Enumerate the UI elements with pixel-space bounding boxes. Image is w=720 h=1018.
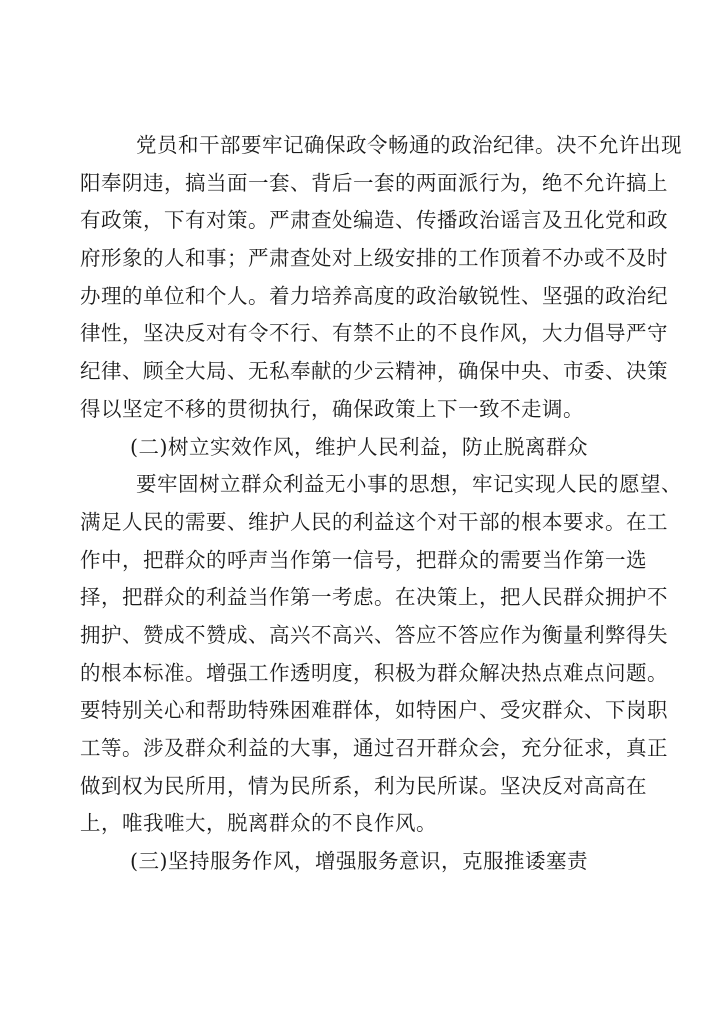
- paragraph-line: 办理的单位和个人。着力培养高度的政治敏锐性、坚强的政治纪: [80, 283, 668, 308]
- paragraph-line: 满足人民的需要、维护人民的利益这个对干部的根本要求。在工: [80, 509, 668, 534]
- paragraph-line: 党员和干部要牢记确保政令畅通的政治纪律。决不允许出现: [136, 133, 682, 157]
- paragraph-line: 得以坚定不移的贯彻执行，确保政策上下一致不走调。: [80, 396, 584, 421]
- paragraph-line: 上，唯我唯大，脱离群众的不良作风。: [80, 811, 437, 836]
- paragraph-line: 做到权为民所用，情为民所系，利为民所谋。坚决反对高高在: [80, 773, 647, 798]
- paragraph-line: 作中，把群众的呼声当作第一信号，把群众的需要当作第一选: [80, 547, 647, 572]
- paragraph-line: 择，把群众的利益当作第一考虑。在决策上，把人民群众拥护不: [80, 585, 668, 610]
- paragraph-line: 要牢固树立群众利益无小事的思想，牢记实现人民的愿望、: [136, 472, 682, 497]
- paragraph-line: 有政策，下有对策。严肃查处编造、传播政治谣言及丑化党和政: [80, 208, 668, 233]
- paragraph-line: 纪律、顾全大局、无私奉献的少云精神，确保中央、市委、决策: [80, 359, 668, 384]
- body-text: [80, 127, 682, 881]
- paragraph-line: 拥护、赞成不赞成、高兴不高兴、答应不答应作为衡量利弊得失: [80, 622, 668, 647]
- paragraph-line: 要特别关心和帮助特殊困难群体，如特困户、受灾群众、下岗职: [80, 698, 668, 723]
- paragraph-line: 工等。涉及群众利益的大事，通过召开群众会，充分征求，真正: [80, 736, 668, 760]
- paragraph-line: 的根本标准。增强工作透明度，积极为群众解决热点难点问题。: [80, 660, 668, 685]
- paragraph-line: 府形象的人和事；严肃查处对上级安排的工作顶着不办或不及时: [80, 246, 668, 271]
- paragraph-line: 阳奉阴违，搞当面一套、背后一套的两面派行为，绝不允许搞上: [80, 170, 668, 195]
- section-heading: (三)坚持服务作风，增强服务意识，克服推诿塞责: [130, 849, 588, 874]
- paragraph-line: 律性，坚决反对有令不行、有禁不止的不良作风，大力倡导严守: [80, 321, 668, 346]
- section-heading: (二)树立实效作风，维护人民利益，防止脱离群众: [130, 434, 588, 459]
